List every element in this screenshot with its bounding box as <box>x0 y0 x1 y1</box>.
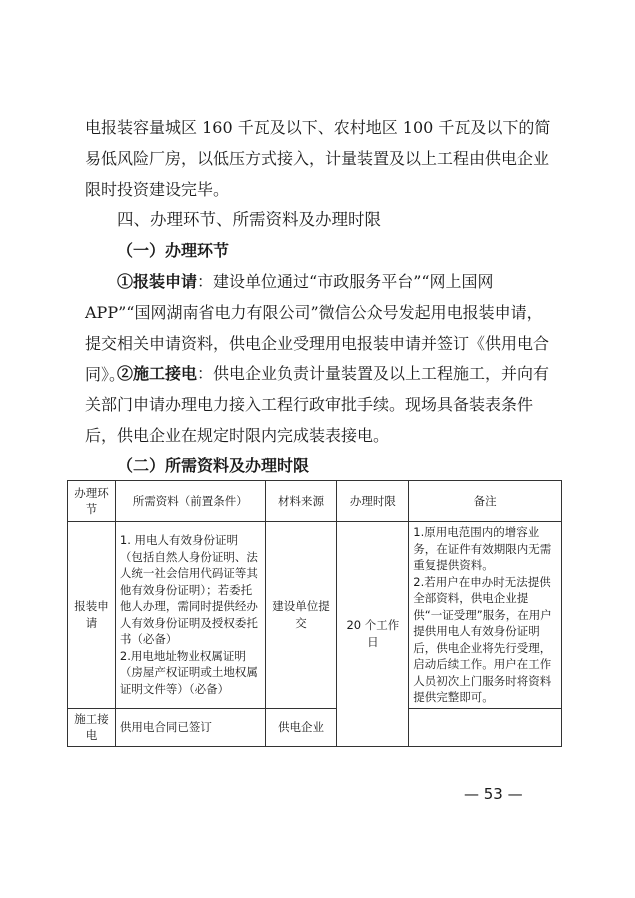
intro-paragraph: 电报装容量城区 160 千瓦及以下、农村地区 100 千瓦及以下的简易低风险厂房，以低压方式接入，计量装置及以上工程由供电企业限时投资建设完毕。 <box>85 118 551 199</box>
cell-materials-apply <box>115 522 265 709</box>
header-remark: 备注 <box>409 481 562 522</box>
cell-stage-connect: 施工接电 <box>68 708 116 746</box>
cell-time-limit: 20 个工作日 <box>337 522 409 747</box>
cell-remark-empty <box>409 708 562 746</box>
table-header-row <box>68 481 562 522</box>
table-row <box>68 708 562 746</box>
cell-materials-connect: 供用电合同已签订 <box>115 708 265 746</box>
remark-item-1: 1.原用电范围内的增容业务，在证件有效期限内无需重复提供资料。 <box>413 525 552 572</box>
header-source: 材料来源 <box>265 481 337 522</box>
materials-item-2: 2.用电地址物业权属证明（房屋产权证明或土地权属证明文件等）（必备） <box>119 648 258 696</box>
cell-remark <box>409 522 562 709</box>
cell-source-apply: 建设单位提交 <box>265 522 337 709</box>
materials-table <box>67 480 562 747</box>
subsection-heading-materials: （二）所需资料及办理时限 <box>117 456 310 475</box>
step2-paragraph <box>85 358 555 451</box>
header-stage: 办理环节 <box>68 481 116 522</box>
header-time-limit: 办理时限 <box>337 481 409 522</box>
cell-source-connect: 供电企业 <box>265 708 337 746</box>
step2-text: ：供电企业负责计量装置及以上工程施工，并向有关部门申请办理电力接入工程行政审批手续。现场具备装表条件后，供电企业在规定时限内完成装表接电。 <box>85 364 550 445</box>
section-heading: 四、办理环节、所需资料及办理时限 <box>117 210 381 229</box>
materials-item-1: 1. 用电人有效身份证明（包括自然人身份证明、法人统一社会信用代码证等其他有效身份证明）；若委托他人办理，需同时提供经办人有效身份证明及授权委托书（必备） <box>119 533 258 647</box>
step1-label: ①报装申请 <box>117 272 198 291</box>
header-materials: 所需资料（前置条件） <box>115 481 265 522</box>
table-row <box>68 522 562 709</box>
remark-item-2: 2.若用户在申办时无法提供全部资料，供电企业提供“一证受理”服务，在用户提供用电人有效身份证明后，供电企业将先行受理，启动后续工作。用户在工作人员初次上门服务时将资料提供完整即可。 <box>413 574 552 704</box>
step2-label: ②施工接电 <box>117 364 198 383</box>
subsection-heading-steps: （一）办理环节 <box>117 241 230 260</box>
cell-stage-apply: 报装申请 <box>68 522 116 709</box>
step1-text: ：建设单位通过“市政服务平台”“网上国网 APP”“国网湖南省电力有限公司”微信公众号发起用电报装申请，提交相关申请资料，供电企业受理用电报装申请并签订《供用电合同》。 <box>85 272 550 384</box>
page-number: — 53 — <box>464 785 523 803</box>
